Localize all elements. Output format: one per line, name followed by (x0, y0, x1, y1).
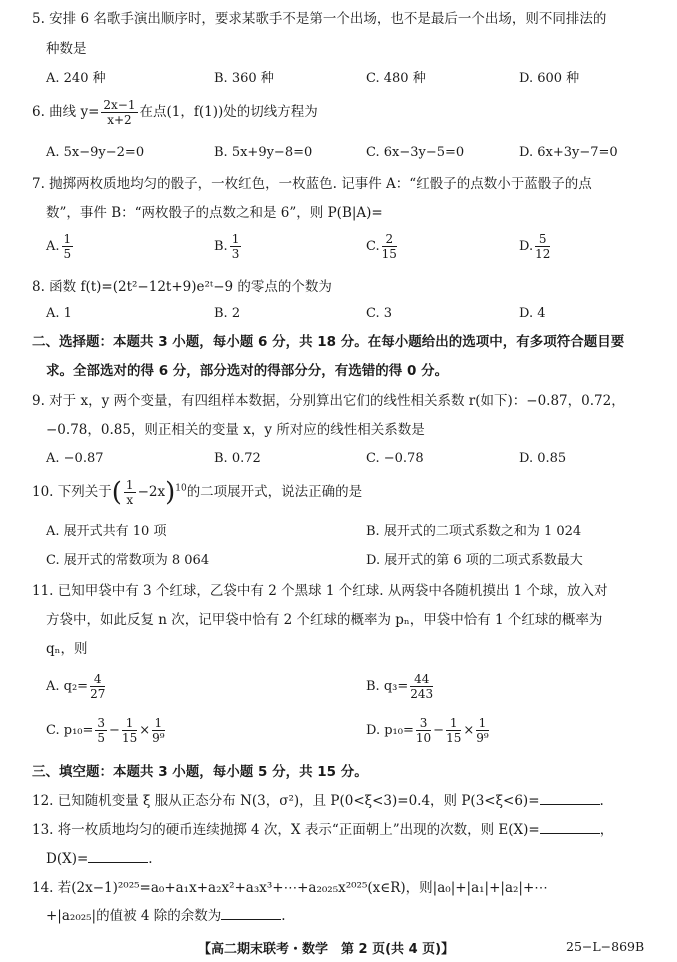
q13-ex-blank[interactable] (540, 821, 600, 834)
q11-c-frac3 (152, 716, 164, 745)
q10-exponent: 10 (175, 483, 187, 494)
q10-right-paren: ) (165, 477, 176, 508)
q7-option-d-label: D. (519, 239, 534, 254)
section2-heading-line1: 二、选择题：本题共 3 小题，每小题 6 分，共 18 分。在每小题给出的选项中，有多项符合题目要 (32, 334, 625, 350)
q11-d-d3: 9⁹ (476, 731, 489, 745)
q11-option-a (46, 672, 107, 701)
q7-option-d (519, 232, 552, 261)
q13-text: 13. 将一枚质地均匀的硬币连续抛掷 4 次，X 表示“正面朝上”出现的次数，则 E(X)= (32, 822, 540, 838)
q11-a-den: 27 (90, 687, 106, 701)
q11-b-label: B. q₃= (366, 679, 409, 694)
q9-option-b: B. 0.72 (214, 451, 261, 466)
q11-c-frac2 (122, 716, 137, 745)
q5-line1: 5. 安排 6 名歌手演出顺序时，要求某歌手不是第一个出场，也不是最后一个出场，则不同排法的 (32, 11, 607, 27)
q12-text: 12. 已知随机变量 ξ 服从正态分布 N(3，σ²)，且 P(0<ξ<3)=0.4，则 P(3<ξ<6)= (32, 793, 540, 809)
q5-option-c: C. 480 种 (366, 71, 426, 86)
q10-inner: −2x (137, 484, 166, 500)
q7-a-den: 5 (63, 247, 72, 261)
q7-line1: 7. 抛掷两枚质地均匀的骰子，一枚红色，一枚蓝色. 记事件 A：“红骰子的点数小于蓝骰子的点 (32, 176, 592, 192)
q8-option-a: A. 1 (46, 306, 72, 321)
q11-option-b (366, 672, 435, 701)
q13-line2-end: . (148, 851, 153, 867)
q10-frac-den: x (126, 493, 134, 507)
q14-answer-blank[interactable] (221, 907, 281, 920)
q7-d-num: 5 (535, 232, 550, 247)
q11-c-d3: 9⁹ (152, 731, 165, 745)
q10-prefix: 10. 下列关于 (32, 484, 112, 500)
q11-d-n1: 3 (416, 716, 431, 731)
q7-option-c-frac (382, 232, 397, 261)
q7-option-a-label: A. (46, 239, 60, 254)
q14-text: +|a₂₀₂₅|的值被 4 除的余数为 (46, 908, 222, 924)
q11-c-n1: 3 (97, 716, 106, 730)
q7-option-a (46, 232, 75, 261)
q6-prefix: 6. 曲线 y= (32, 104, 100, 120)
q11-c-d2: 15 (121, 731, 138, 745)
q11-c-label: C. p₁₀= (46, 723, 94, 738)
q6-stem (32, 98, 318, 127)
footer-code: 25−L−869B (566, 939, 645, 954)
q11-option-d (366, 716, 491, 745)
q11-d-minus: − (433, 723, 445, 738)
q8-option-b: B. 2 (214, 306, 241, 321)
q11-d-label: D. p₁₀= (366, 723, 414, 738)
q11-a-frac (90, 672, 105, 701)
q11-line1: 11. 已知甲袋中有 3 个红球，乙袋中有 2 个黑球 1 个红球. 从两袋中各随机摸出 1 个球，放入对 (32, 583, 608, 599)
q6-option-a: A. 5x−9y−2=0 (46, 145, 145, 160)
q13-line1-end: ， (599, 822, 614, 838)
q11-a-label: A. q₂= (46, 679, 89, 694)
q10-left-paren: ( (111, 477, 122, 508)
q10-option-d: D. 展开式的第 6 项的二项式系数最大 (366, 553, 583, 568)
q11-line3: qₙ，则 (46, 641, 88, 657)
q10-fraction (124, 478, 136, 507)
q9-line1: 9. 对于 x，y 两个变量，有四组样本数据，分别算出它们的线性相关系数 r(如下)：−0.87，0.72， (32, 393, 625, 409)
q7-d-den: 12 (535, 247, 551, 261)
q12-stem (32, 792, 604, 810)
q11-c-times: × (139, 723, 151, 738)
q7-a-num: 1 (63, 232, 72, 246)
q14-line1: 14. 若(2x−1)²⁰²⁵=a₀+a₁x+a₂x²+a₃x³+⋯+a₂₀₂₅x²⁰²⁵(x∈R)，则|a₀|+|a₁|+|a₂|+⋯ (32, 880, 548, 896)
q6-frac-num: 2x−1 (103, 98, 136, 112)
q11-d-times: × (463, 723, 475, 738)
q11-d-frac1 (416, 716, 431, 745)
q11-b-frac (410, 672, 433, 701)
q6-option-b: B. 5x+9y−8=0 (214, 145, 313, 160)
q10-suffix: 的二项展开式，说法正确的是 (186, 484, 363, 500)
q11-b-num: 44 (410, 672, 433, 687)
q11-c-minus: − (109, 723, 120, 738)
q8-option-d: D. 4 (519, 306, 546, 321)
q11-option-c (46, 716, 167, 745)
q13-line1 (32, 821, 613, 839)
q10-frac-num: 1 (125, 478, 134, 492)
section2-heading-line2: 求。全部选对的得 6 分，部分选对的得部分分，有选错的得 0 分。 (46, 363, 449, 379)
q5-option-a: A. 240 种 (46, 71, 106, 86)
q10-option-a: A. 展开式共有 10 项 (46, 524, 167, 539)
q6-option-c: C. 6x−3y−5=0 (366, 145, 465, 160)
q12-end: . (599, 793, 604, 809)
q13-dx-blank[interactable] (88, 850, 148, 863)
q11-d-frac3 (476, 716, 488, 745)
footer-title: 【高二期末联考・数学 第 2 页(共 4 页)】 (198, 942, 455, 957)
q7-option-d-frac (535, 232, 550, 261)
section3-heading: 三、填空题：本题共 3 小题，每小题 5 分，共 15 分。 (32, 764, 368, 780)
q6-frac-den: x+2 (107, 113, 132, 127)
q7-b-den: 3 (231, 247, 240, 261)
q5-line2: 种数是 (46, 41, 87, 57)
q7-line2: 数”，事件 B：“两枚骰子的点数之和是 6”，则 P(B|A)= (46, 205, 383, 221)
q13-dx-label: D(X)= (46, 851, 89, 867)
q14-end: . (281, 908, 286, 924)
q6-fraction (101, 98, 137, 127)
q12-answer-blank[interactable] (540, 792, 600, 805)
q11-d-d2: 15 (446, 731, 462, 745)
q7-option-a-frac (62, 232, 74, 261)
q11-c-frac1 (95, 716, 107, 745)
q9-option-d: D. 0.85 (519, 451, 567, 466)
q11-a-num: 4 (90, 672, 105, 687)
q7-c-num: 2 (382, 232, 397, 247)
q7-option-c (366, 232, 399, 261)
q6-option-d: D. 6x+3y−7=0 (519, 145, 618, 160)
q11-line2: 方袋中，如此反复 n 次，记甲袋中恰有 2 个红球的概率为 pₙ，甲袋中恰有 1 个红球的概率为 (46, 612, 603, 628)
q11-c-n3: 1 (152, 716, 164, 731)
q13-line2 (46, 850, 153, 868)
q7-option-b (214, 232, 243, 261)
q9-line2: −0.78，0.85，则正相关的变量 x，y 所对应的线性相关系数是 (46, 422, 425, 438)
q10-option-c: C. 展开式的常数项为 8 064 (46, 553, 210, 568)
q8-option-c: C. 3 (366, 306, 393, 321)
q10-stem (32, 478, 362, 507)
q10-option-b: B. 展开式的二项式系数之和为 1 024 (366, 524, 582, 539)
q8-stem: 8. 函数 f(t)=(2t²−12t+9)e²ᵗ−9 的零点的个数为 (32, 279, 332, 295)
q7-option-b-label: B. (214, 239, 228, 254)
q5-option-d: D. 600 种 (519, 71, 580, 86)
q11-d-d1: 10 (415, 731, 432, 745)
q5-option-b: B. 360 种 (214, 71, 274, 86)
q14-line2 (46, 907, 286, 925)
q11-b-den: 243 (410, 687, 434, 701)
q9-option-c: C. −0.78 (366, 451, 424, 466)
q11-d-n2: 1 (446, 716, 461, 731)
q7-b-num: 1 (231, 232, 240, 246)
q11-d-n3: 1 (476, 716, 488, 731)
q7-option-b-frac (230, 232, 242, 261)
q11-c-n2: 1 (122, 716, 137, 731)
q6-suffix: 在点(1，f(1))处的切线方程为 (139, 104, 318, 120)
q7-option-c-label: C. (366, 239, 380, 254)
q7-c-den: 15 (381, 247, 397, 261)
q11-d-frac2 (446, 716, 461, 745)
q9-option-a: A. −0.87 (46, 451, 104, 466)
q11-c-d1: 5 (97, 731, 106, 745)
